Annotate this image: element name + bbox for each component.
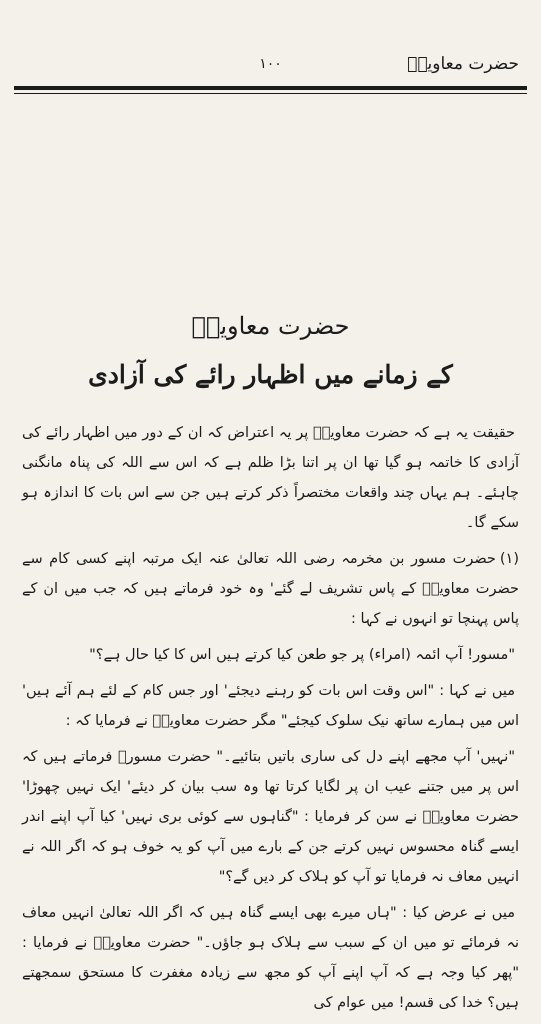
paragraph-text: حقیقت یہ ہے کہ حضرت معاویہؓ پر یہ اعتراض کہ ان کے دور میں اظہار رائے کی آزادی کا خاتمہ ہو گیا تھا ان پر اتنا بڑا ظلم ہے کہ اس سے اللہ کی پناہ مانگنی چاہئے۔ ہم یہاں چند واقعات مختصراً ذکر کرتے ہیں جن سے اس بات کا اندازہ ہو سکے گا۔ [22,425,519,531]
page-number: ۱۰۰ [259,56,282,72]
paragraph [22,898,519,1018]
paragraph-text: میں نے عرض کیا : "ہاں میرے بھی ایسے گناہ ہیں کہ اگر اللہ تعالیٰ انہیں معاف نہ فرمائے تو میں ان کے سبب سے ہلاک ہو جاؤں۔" حضرت معاویہؓ نے فرمایا : "پھر کیا وجہ ہے کہ آپ اپنے آپ کو مجھ سے زیادہ مغفرت کا مستحق سمجھتے ہیں؟ خدا کی قسم! میں عوام کی [22,905,519,1011]
paragraph [22,742,519,892]
paragraph-text: میں نے کہا : "اس وقت اس بات کو رہنے دیجئے' اور جس کام کے لئے ہم آئے ہیں' اس میں ہمارے ساتھ نیک سلوک کیجئے" مگر حضرت معاویہؓ نے فرمایا کہ : [22,683,519,729]
paragraph [22,418,519,538]
paragraph [22,544,519,634]
header-rule-thick [14,86,527,90]
paragraph-text: حضرت مسور بن مخرمہ رضی اللہ تعالیٰ عنہ ایک مرتبہ اپنے کسی کام سے حضرت معاویہؓ کے پاس تشریف لے گئے' وہ خود فرماتے ہیں کہ جب میں ان کے پاس پہنچا تو انہوں نے کہا : [22,551,519,627]
paragraph-text: "مسور! آپ ائمہ (امراء) پر جو طعن کیا کرتے ہیں اس کا کیا حال ہے؟" [89,647,515,663]
running-head: حضرت معاویہؓ [407,54,519,74]
page-header [14,52,527,84]
header-rule-thin [14,93,527,94]
paragraph [22,676,519,736]
paragraph-number: (۱) [499,551,519,567]
paragraph-text: "نہیں' آپ مجھے اپنے دل کی ساری باتیں بتائیے۔" حضرت مسورؓ فرماتے ہیں کہ اس پر میں جتنے عیب ان پر لگایا کرتا تھا وہ سب بیان کر دیئے' ایک نہیں چھوڑا' حضرت معاویہؓ نے سن کر فرمایا : "گناہوں سے کوئی بری نہیں' کیا آپ اپنے اندر ایسے گناہ محسوس نہیں کرتے جن کے بارے میں آپ کو یہ خوف ہو کہ اگر اللہ نے انہیں معاف نہ فرمایا تو آپ کو ہلاک کر دیں گے؟" [22,749,519,885]
chapter-subtitle: کے زمانے میں اظہار رائے کی آزادی [88,360,453,389]
chapter-title: حضرت معاویہؓ [191,312,350,340]
chapter-titles [20,308,521,394]
body-text [22,418,519,1024]
paragraph [22,640,519,670]
